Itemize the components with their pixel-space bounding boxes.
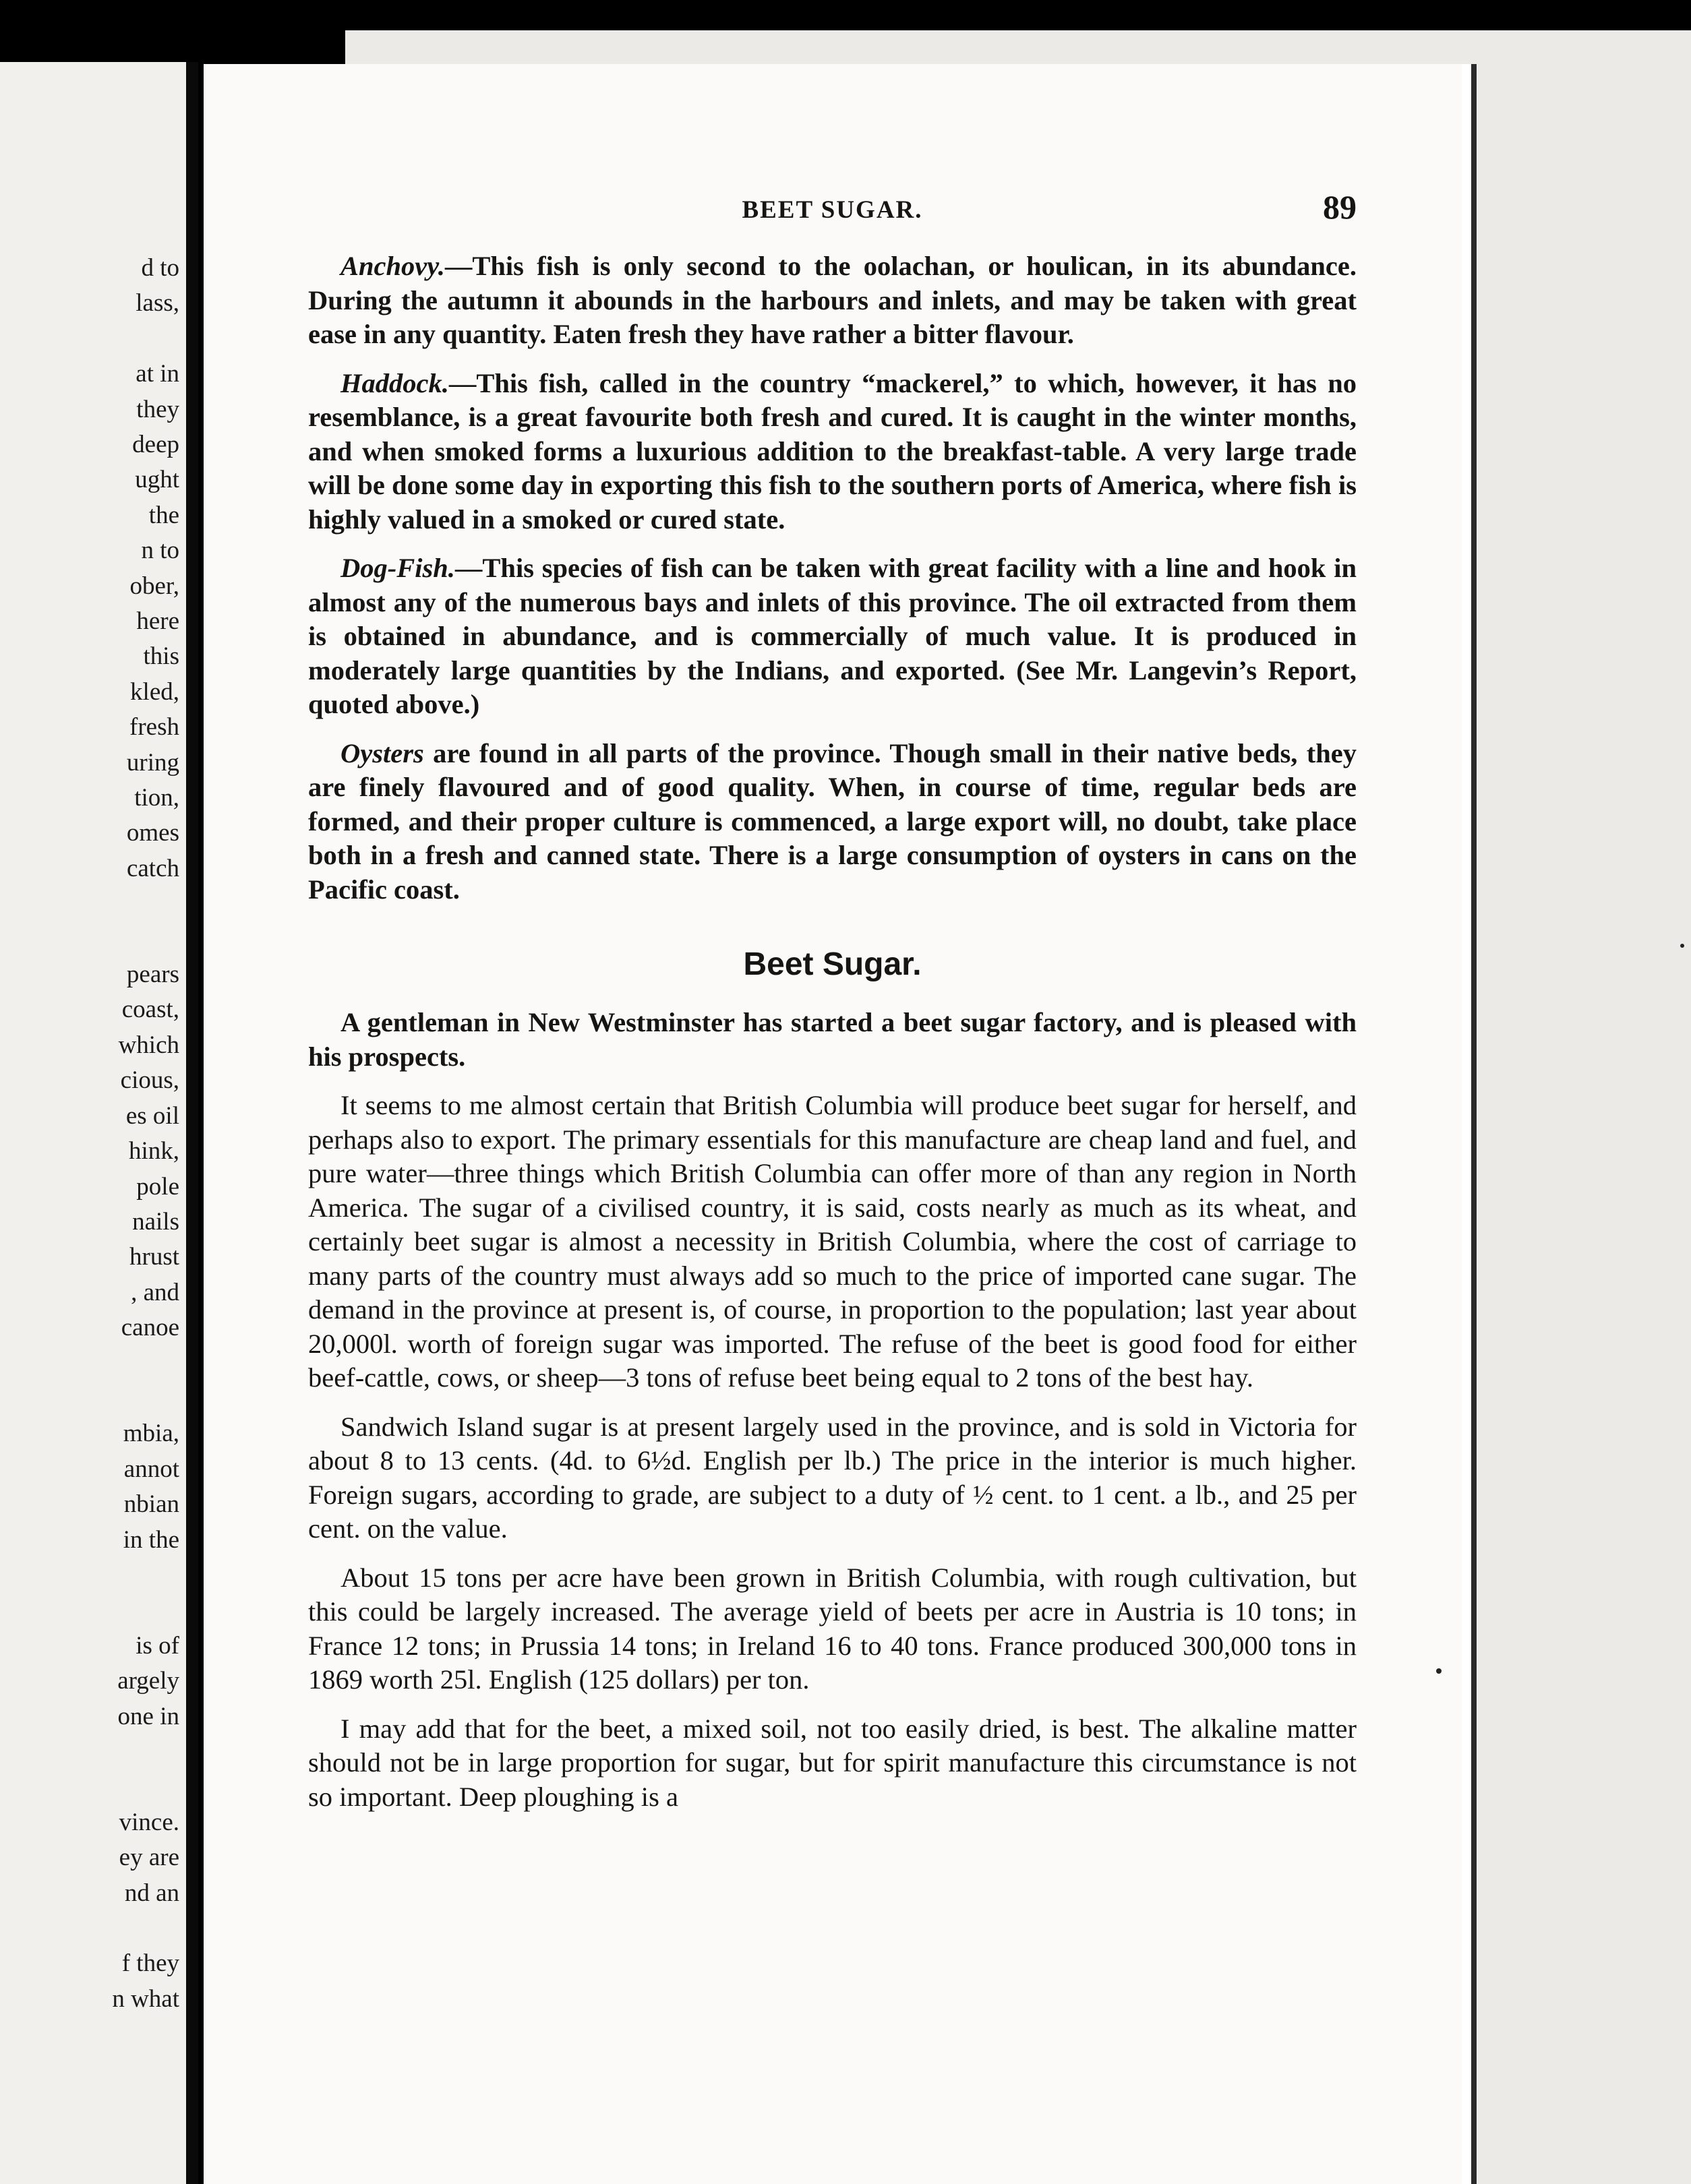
facing-page-line	[0, 1593, 179, 1628]
facing-page-line: annot	[123, 1455, 179, 1483]
paragraph-text: —This fish, called in the country “mackerel,” to which, however, it has no resemblance, is a great favourite both fresh and cured. It is caught in the winter months, and when smoked forms a luxurious addition to the breakfast-table. A very large trade will be done some day in exporting this fish to the southern ports of America, where fish is highly valued in a smoked or cured state.	[308, 367, 1357, 535]
facing-page-line: canoe	[121, 1314, 179, 1342]
facing-page-line: which	[118, 1031, 179, 1059]
running-title: BEET SUGAR.	[742, 196, 923, 224]
facing-page-line: d to	[141, 254, 179, 282]
paragraph-beet-1: A gentleman in New Westminster has started a beet sugar factory, and is pleased with his prospects.	[308, 1007, 1357, 1072]
facing-page-line: hrust	[129, 1243, 179, 1271]
facing-page-line: nbian	[123, 1490, 179, 1519]
facing-page-line	[0, 1911, 179, 1946]
facing-page-line: nails	[132, 1207, 179, 1236]
facing-page-line	[0, 1381, 179, 1416]
run-in-heading: Oysters	[340, 737, 424, 768]
facing-page-line: ober,	[129, 572, 179, 600]
book-gutter	[186, 62, 198, 2184]
paragraph-dog-fish	[308, 551, 1357, 722]
facing-page-line: ey are	[119, 1844, 179, 1872]
facing-page-line: is of	[136, 1631, 179, 1660]
facing-page-line: es oil	[125, 1101, 179, 1130]
facing-page-line	[0, 1769, 179, 1804]
running-head	[308, 188, 1357, 249]
facing-page-line: lass,	[136, 289, 179, 317]
paragraph-beet-3: Sandwich Island sugar is at present largely used in the province, and is sold in Victoria for about 8 to 13 cents. (4d. to 6½d. English per lb.) The price in the interior is much higher. Foreign sugars, according to grade, are subject to a duty of ½ cent. to 1 cent. a lb., and 25 per cent. on the value.	[308, 1411, 1357, 1544]
facing-page-line	[0, 922, 179, 957]
facing-page-line: ught	[135, 466, 179, 494]
facing-page-line: omes	[126, 819, 179, 847]
facing-page-line	[0, 1734, 179, 1769]
facing-page-line: argely	[117, 1667, 179, 1695]
run-in-heading: Haddock.	[340, 367, 449, 398]
paragraph-text: —This fish is only second to the oolachan, or houlican, in its abundance. During the autumn it abounds in the harbours and inlets, and may be taken with great ease in any quantity. Eaten fresh they have rather a bitter flavour.	[308, 251, 1357, 349]
facing-page-line: in the	[123, 1525, 179, 1554]
facing-page-text	[0, 251, 179, 2017]
facing-page	[0, 62, 186, 2184]
facing-page-line: n to	[141, 537, 179, 565]
facing-page-line: cious,	[120, 1066, 179, 1095]
facing-page-line: they	[136, 395, 179, 423]
paragraph-beet-4: About 15 tons per acre have been grown in British Columbia, with rough cultivation, but this could be largely increased. The average yield of beets per acre in Austria is 10 tons; in France 12 tons; in Prussia 14 tons; in Ireland 16 to 40 tons. France produced 300,000 tons in 1869 worth 25l. English (125 dollars) per ton.	[308, 1562, 1357, 1695]
run-in-heading: Dog-Fish.	[340, 553, 455, 583]
facing-page-line: nd an	[124, 1879, 179, 1907]
paragraph-anchovy	[308, 249, 1357, 352]
paragraph-beet-2: It seems to me almost certain that British Columbia will produce beet sugar for herself, and perhaps also to export. The primary essentials for this manufacture are cheap land and fuel, and pure water—three things which British Columbia can offer more of than any region in North America. The sugar of a civilised country, it is said, costs nearly as much as its wheat, and certainly beet sugar is almost a necessity in British Columbia, where the cost of carriage to many parts of the country must always add so much to the price of imported cane sugar. The demand in the province at present is, of course, in proportion to the population; last year about 20,000l. worth of foreign sugar was imported. The refuse of the beet is good food for either beef-cattle, cows, or sheep—3 tons of refuse beet being equal to 2 tons of the best hay.	[308, 1090, 1357, 1393]
facing-page-line: f they	[121, 1949, 179, 1978]
print-speck	[1680, 944, 1684, 948]
paragraph-haddock	[308, 367, 1357, 537]
facing-page-line: at in	[136, 360, 179, 388]
facing-page-line: hink,	[128, 1137, 179, 1165]
paragraph-text: are found in all parts of the province. Though small in their native beds, they are finely flavoured and of good quality. When, in course of time, regular beds are formed, and their proper culture is commenced, a large export will, no doubt, take place both in a fresh and canned state. There is a large consumption of oysters in cans on the Pacific coast.	[308, 737, 1357, 905]
run-in-heading: Anchovy.	[340, 251, 445, 281]
paragraph-text: —This species of fish can be taken with great facility with a line and hook in almost any of the numerous bays and inlets of this province. The oil extracted from them is obtained in abundance, and is commercially of much value. It is produced in moderately large quantities by the Indians, and exported. (See Mr. Langevin’s Report, quoted above.)	[308, 553, 1357, 719]
book-page	[204, 64, 1462, 2184]
facing-page-line	[0, 886, 179, 921]
facing-page-line: kled,	[130, 677, 179, 706]
facing-page-line: mbia,	[123, 1420, 179, 1448]
page-content	[308, 188, 1357, 1829]
facing-page-line: one in	[117, 1702, 179, 1730]
facing-page-line: this	[143, 642, 179, 671]
facing-page-line	[0, 1346, 179, 1381]
paragraph-beet-5: I may add that for the beet, a mixed soil, not too easily dried, is best. The alkaline matter should not be in large proportion for sugar, but for spirit manufacture this circumstance is not so important. Deep ploughing is a	[308, 1713, 1357, 1812]
facing-page-line: coast,	[121, 996, 179, 1024]
facing-page-line: pole	[136, 1172, 179, 1201]
facing-page-line: n what	[112, 1984, 179, 2013]
facing-page-line: pears	[126, 961, 179, 989]
page-number: 89	[1323, 188, 1357, 226]
facing-page-line: here	[136, 607, 179, 636]
section-heading-beet-sugar: Beet Sugar.	[743, 946, 922, 982]
facing-page-line	[0, 322, 179, 357]
facing-page-line: uring	[126, 748, 179, 777]
facing-page-line: , and	[131, 1278, 179, 1306]
facing-page-line: vince.	[119, 1808, 179, 1836]
facing-page-line	[0, 1558, 179, 1593]
facing-page-line: the	[148, 501, 179, 529]
facing-page-line: tion,	[134, 784, 179, 812]
facing-page-line: catch	[126, 854, 179, 882]
facing-page-line: deep	[132, 431, 179, 459]
facing-page-line: fresh	[129, 713, 179, 741]
paragraph-oysters	[308, 737, 1357, 907]
print-speck	[1436, 1668, 1442, 1674]
